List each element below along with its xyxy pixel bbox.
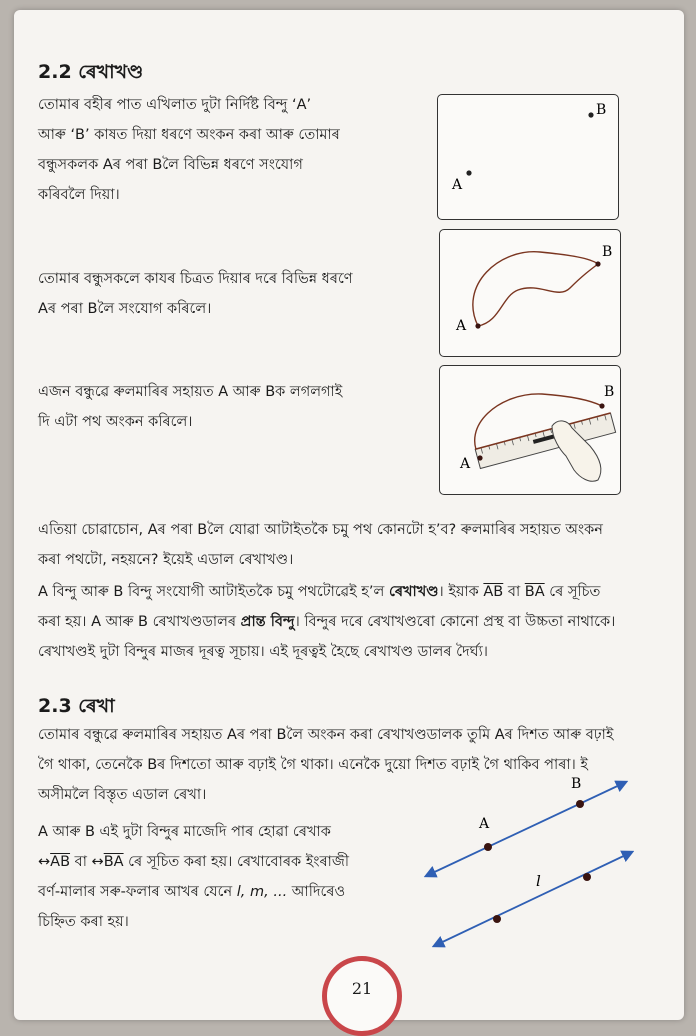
point-a-label: A (452, 177, 463, 193)
figure-points-a-b (437, 94, 619, 220)
point-b-marker (576, 800, 584, 808)
point-b-marker (599, 403, 604, 408)
page-number-badge (322, 956, 402, 1036)
text-line: তোমাৰ বন্ধুৱে ৰুলমাৰিৰ সহায়ত Aৰ পৰা Bলৈ অংকন কৰা ৰেখাখণ্ডডালক তুমি Aৰ দিশত আৰু বঢ়াই (38, 727, 614, 743)
lower-curve-path (478, 264, 598, 326)
point-a-marker (477, 455, 482, 460)
point-b-label: B (571, 776, 582, 792)
text-line: কৰা হয়। A আৰু B ৰেখাখণ্ডডালৰ প্ৰান্ত বিন্দু। বিন্দুৰ দৰে ৰেখাখণ্ডৰো কোনো প্ৰস্থ বা উচ্চতা নাথাকে। (38, 614, 616, 630)
point-b-marker (588, 112, 593, 117)
point-b-label: B (596, 102, 607, 118)
paragraph-shortest-path (38, 515, 668, 575)
term-line-segment: ৰেখাখণ্ড (388, 584, 439, 600)
text-line: বৰ্ণ-মালাৰ সৰু-ফলাৰ আখৰ যেনে l, m, ... আদিৰেও (38, 884, 346, 900)
page-number: 21 (351, 979, 373, 998)
text-line: A বিন্দু আৰু B বিন্দু সংযোগী আটাইতকৈ চমু পথটোৱেই হ’ল ৰেখাখণ্ড। ইয়াক $\overline{AB}$ বা $\overline{BA}$ ৰে সূচিত (38, 584, 601, 600)
point-b-marker (595, 261, 600, 266)
text-line: কৰা পথটো, নহয়নে? ইয়েই এডাল ৰেখাখণ্ড। (38, 552, 294, 568)
text-line: বন্ধুসকলক Aৰ পৰা Bলৈ বিভিন্ন ধৰণে সংযোগ (38, 157, 303, 173)
text-line: এতিয়া চোৱাচোন, Aৰ পৰা Bলৈ যোৱা আটাইতকৈ চমু পথ কোনটো হ’ব? ৰুলমাৰিৰ সহায়ত অংকন (38, 522, 603, 538)
line-ab (426, 782, 626, 876)
figure-ruler-path (439, 365, 621, 495)
paragraph-line-notation (38, 817, 398, 937)
line-letters: l, m, ... (236, 884, 288, 900)
line-l-label: l (536, 872, 541, 890)
paragraph-intro (38, 90, 428, 210)
term-end-points: প্ৰান্ত বিন্দু (240, 614, 295, 630)
text-line: $\leftrightarrow\overline{AB}$ বা $\leftrightarrow\overline{BA}$ ৰে সূচিত কৰা হয়। ৰেখাবোৰক ইংৰাজী (38, 854, 350, 870)
point-a-label: A (479, 816, 490, 832)
text-line: তোমাৰ বহীৰ পাত এখিলাত দুটা নিৰ্দিষ্ট বিন্দু ‘A’ (38, 97, 312, 113)
figure-lines (404, 762, 634, 952)
figure-curved-paths (439, 229, 621, 357)
point-a-marker (466, 170, 471, 175)
text-line: গৈ থাকা, তেনেকৈ Bৰ দিশতো আৰু বঢ়াই গৈ থাকা। এনেকৈ দুয়ো দিশত বঢ়াই গৈ থাকিব পাৰা। ই (38, 757, 588, 773)
text-line: এজন বন্ধুৱে ৰুলমাৰিৰ সহায়ত A আৰু Bক লগলগাই (38, 384, 343, 400)
section-heading-2-3: 2.3 ৰেখা (38, 695, 115, 717)
point-b-label: B (604, 384, 615, 400)
text-line: চিহ্নিত কৰা হয়। (38, 914, 129, 930)
line-l (434, 852, 632, 946)
symbol-segment-ba: $\overline{BA}$ (524, 584, 545, 600)
section-heading-2-2: 2.2 ৰেখাখণ্ড (38, 61, 144, 83)
point-a-marker (475, 323, 480, 328)
paragraph-definition (38, 577, 678, 667)
symbol-line-ba: $\leftrightarrow\overline{BA}$ (91, 854, 124, 870)
text-line: দি এটা পথ অংকন কৰিলে। (38, 414, 193, 430)
point-a-label: A (456, 318, 467, 334)
text-line: অসীমলৈ বিস্তৃত এডাল ৰেখা। (38, 787, 207, 803)
text-line: তোমাৰ বন্ধুসকলে কাযৰ চিত্ৰত দিয়াৰ দৰে বিভিন্ন ধৰণে (38, 271, 353, 287)
symbol-line-ab: $\leftrightarrow\overline{AB}$ (38, 854, 71, 870)
line-l-point-1 (493, 915, 501, 923)
textbook-page (14, 10, 684, 1020)
paragraph-friends (38, 264, 428, 324)
text-line: Aৰ পৰা Bলৈ সংযোগ কৰিলে। (38, 301, 212, 317)
point-a-label: A (460, 456, 471, 472)
text-line: A আৰু B এই দুটা বিন্দুৰ মাজেদি পাৰ হোৱা ৰেখাক (38, 824, 331, 840)
text-line: ৰেখাখণ্ডই দুটা বিন্দুৰ মাজৰ দূৰত্ব সূচায়। এই দূৰত্বই হৈছে ৰেখাখণ্ড ডালৰ দৈৰ্ঘ্য। (38, 644, 488, 660)
symbol-segment-ab: $\overline{AB}$ (483, 584, 504, 600)
point-a-marker (484, 843, 492, 851)
line-l-point-2 (583, 873, 591, 881)
paragraph-ruler (38, 377, 428, 437)
text-line: আৰু ‘B’ কাষত দিয়া ধৰণে অংকন কৰা আৰু তোমাৰ (38, 127, 340, 143)
point-b-label: B (602, 244, 613, 260)
text-line: কৰিবলৈ দিয়া। (38, 187, 120, 203)
